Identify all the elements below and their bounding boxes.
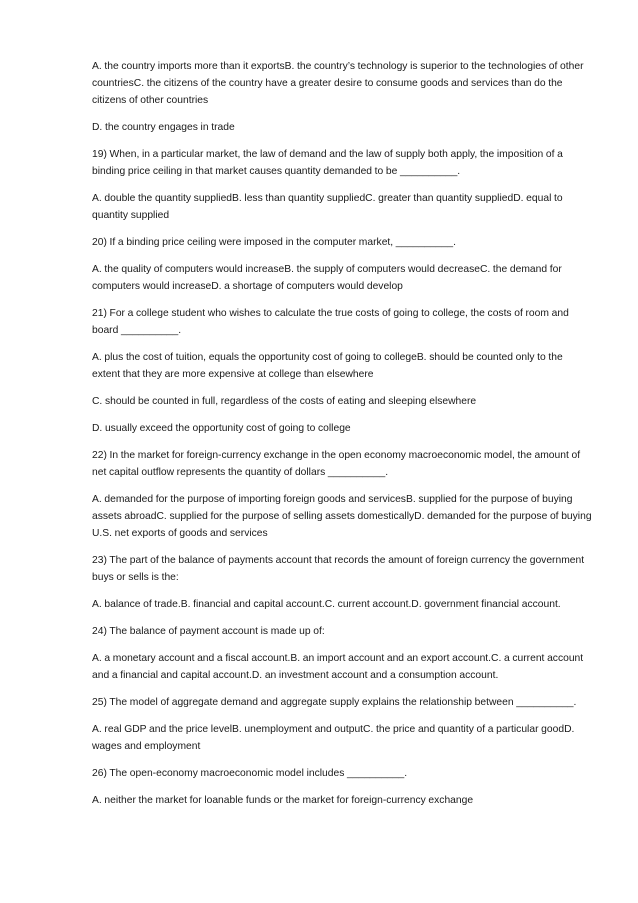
answer-options-18-abc: A. the country imports more than it exportsB. the country’s technology is superior to the technologies of other countriesC. the citizens of the country have a greater desire to consume goods and services than do the citizens of other countries <box>92 61 584 106</box>
answer-options-20: A. the quality of computers would increaseB. the supply of computers would decreaseC. the demand for computers would increaseD. a shortage of computers would develop <box>92 264 562 292</box>
question-20: 20) If a binding price ceiling were imposed in the computer market, __________. <box>92 237 456 248</box>
question-25: 25) The model of aggregate demand and aggregate supply explains the relationship between __________. <box>92 697 577 708</box>
question-26: 26) The open-economy macroeconomic model includes __________. <box>92 768 408 779</box>
question-19: 19) When, in a particular market, the law of demand and the law of supply both apply, the imposition of a binding price ceiling in that market causes quantity demanded to be __________. <box>92 149 563 177</box>
answer-option-26-a: A. neither the market for loanable funds or the market for foreign-currency exchange <box>92 795 474 806</box>
answer-options-24: A. a monetary account and a fiscal account.B. an import account and an export account.C. a current account and a financial and capital account.D. an investment account and a consumption account. <box>92 653 584 681</box>
answer-options-21-ab: A. plus the cost of tuition, equals the opportunity cost of going to collegeB. should be counted only to the extent that they are more expensive at college than elsewhere <box>92 352 563 380</box>
question-24: 24) The balance of payment account is made up of: <box>92 626 325 637</box>
question-22: 22) In the market for foreign-currency exchange in the open economy macroeconomic model, the amount of net capital outflow represents the quantity of dollars __________. <box>92 450 581 478</box>
answer-options-23: A. balance of trade.B. financial and capital account.C. current account.D. government financial account. <box>92 599 561 610</box>
question-23: 23) The part of the balance of payments account that records the amount of foreign currency the government buys or sells is the: <box>92 555 585 583</box>
answer-option-18-d: D. the country engages in trade <box>92 122 235 133</box>
question-21: 21) For a college student who wishes to calculate the true costs of going to college, the costs of room and board __________. <box>92 308 569 336</box>
answer-option-21-d: D. usually exceed the opportunity cost of going to college <box>92 423 351 434</box>
answer-options-25: A. real GDP and the price levelB. unemployment and outputC. the price and quantity of a particular goodD. wages and employment <box>92 724 575 752</box>
answer-options-22: A. demanded for the purpose of importing foreign goods and servicesB. supplied for the purpose of buying assets abroadC. supplied for the purpose of selling assets domesticallyD. demanded for the purpose of buying U.S. net exports of goods and services <box>92 494 592 539</box>
answer-option-21-c: C. should be counted in full, regardless of the costs of eating and sleeping elsewhere <box>92 396 477 407</box>
answer-options-19: A. double the quantity suppliedB. less than quantity suppliedC. greater than quantity suppliedD. equal to quantity supplied <box>92 193 563 221</box>
document-body <box>92 58 592 819</box>
